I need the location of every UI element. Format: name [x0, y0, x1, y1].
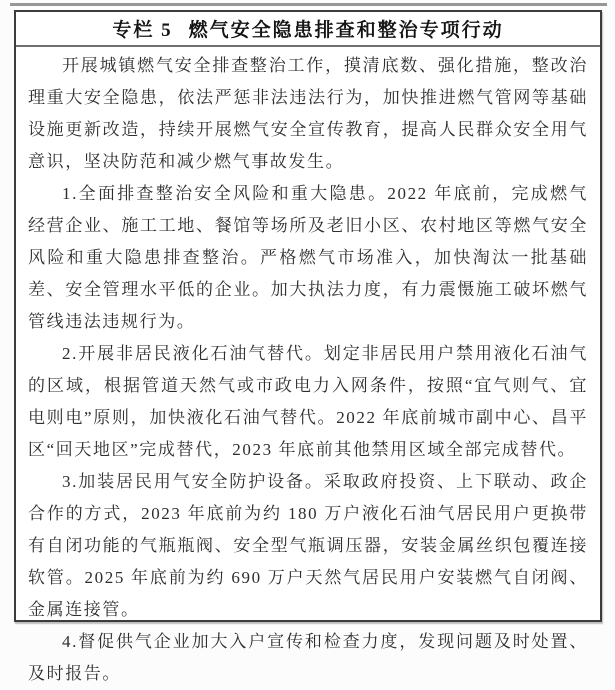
callout-box [14, 10, 602, 683]
box-body [16, 47, 600, 690]
box-title-prefix: 专栏 5 [112, 20, 173, 41]
body-paragraph: 4.督促供气企业加大入户宣传和检查力度，发现问题及时处置、及时报告。 [28, 632, 588, 683]
body-paragraph: 3.加装居民用气安全防护设备。采取政府投资、上下联动、政企合作的方式，2023 年底前为约 180 万户液化石油气居民用户更换带有自闭功能的气瓶瓶阀、安全型气瓶调压器，安装金属丝织包覆连接软管。2025 年底前为约 690 万户天然气居民用户安装燃气自闭阀、金属连接管。 [28, 472, 588, 619]
box-title-text: 燃气安全隐患排查和整治专项行动 [188, 20, 504, 41]
page-top-rule [10, 3, 607, 6]
body-paragraph: 2.开展非居民液化石油气替代。划定非居民用户禁用液化石油气的区域，根据管道天然气或市政电力入网条件，按照“宜气则气、宜电则电”原则，加快液化石油气替代。2022 年底前城市副中心、昌平区“回天地区”完成替代，2023 年底前其他禁用区域全部完成替代。 [28, 344, 588, 459]
box-title [16, 12, 600, 47]
body-paragraph: 1.全面排查整治安全风险和重大隐患。2022 年底前，完成燃气经营企业、施工工地、餐馆等场所及老旧小区、农村地区等燃气安全风险和重大隐患排查整治。严格燃气市场准入，加快淘汰一批基础差、安全管理水平低的企业。加大执法力度，有力震慑施工破坏燃气管线违法违规行为。 [28, 184, 588, 331]
body-paragraph: 开展城镇燃气安全排查整治工作，摸清底数、强化措施，整改治理重大安全隐患，依法严惩非法违法行为，加快推进燃气管网等基础设施更新改造，持续开展燃气安全宣传教育，提高人民群众安全用气意识，坚决防范和减少燃气事故发生。 [28, 56, 588, 171]
